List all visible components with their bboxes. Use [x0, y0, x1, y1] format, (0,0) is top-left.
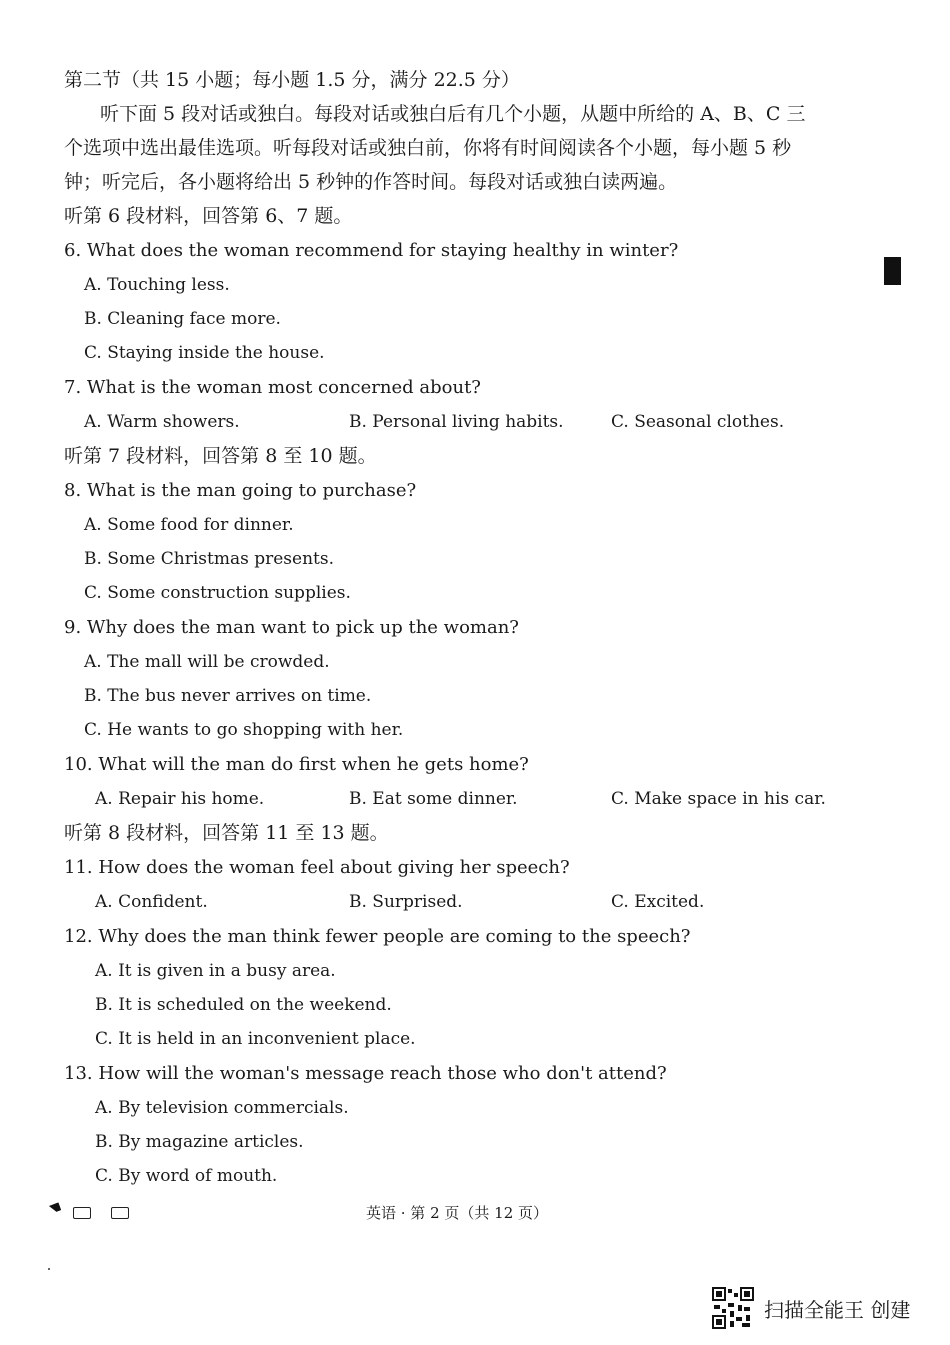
option-8a: A. Some food for dinner. [84, 515, 294, 535]
group-heading: 听第 6 段材料，回答第 6、7 题。 [64, 205, 353, 227]
option-9c: C. He wants to go shopping with her. [84, 720, 404, 740]
option-6b: B. Cleaning face more. [84, 309, 281, 329]
option-9b: B. The bus never arrives on time. [84, 686, 372, 706]
option-8c: C. Some construction supplies. [84, 583, 351, 603]
question-8: 8. What is the man going to purchase? [64, 480, 417, 501]
option-7c: C. Seasonal clothes. [611, 412, 785, 432]
option-10a: A. Repair his home. [95, 789, 265, 809]
group-heading: 听第 8 段材料，回答第 11 至 13 题。 [64, 822, 389, 844]
option-10c: C. Make space in his car. [611, 789, 826, 809]
option-6a: A. Touching less. [84, 275, 230, 295]
option-11a: A. Confident. [95, 892, 208, 912]
option-13c: C. By word of mouth. [95, 1166, 278, 1186]
option-9a: A. The mall will be crowded. [84, 652, 330, 672]
instruction-line-3: 钟；听完后，各小题将给出 5 秒钟的作答时间。每段对话或独白读两遍。 [64, 171, 678, 193]
option-13b: B. By magazine articles. [95, 1132, 304, 1152]
scan-speck [48, 1268, 50, 1270]
option-8b: B. Some Christmas presents. [84, 549, 334, 569]
option-11b: B. Surprised. [349, 892, 463, 912]
option-6c: C. Staying inside the house. [84, 343, 325, 363]
question-12: 12. Why does the man think fewer people are coming to the speech? [64, 926, 691, 947]
option-7b: B. Personal living habits. [349, 412, 564, 432]
group-heading: 听第 7 段材料，回答第 8 至 10 题。 [64, 445, 377, 467]
question-10: 10. What will the man do first when he gets home? [64, 754, 529, 775]
qr-code-icon [712, 1287, 754, 1329]
option-12c: C. It is held in an inconvenient place. [95, 1029, 416, 1049]
option-7a: A. Warm showers. [84, 412, 240, 432]
option-11c: C. Excited. [611, 892, 705, 912]
instruction-line-1: 听下面 5 段对话或独白。每段对话或独白后有几个小题，从题中所给的 A、B、C 三 [100, 103, 806, 125]
question-9: 9. Why does the man want to pick up the woman? [64, 617, 519, 638]
option-12a: A. It is given in a busy area. [95, 961, 336, 981]
option-10b: B. Eat some dinner. [349, 789, 518, 809]
question-11: 11. How does the woman feel about giving her speech? [64, 857, 570, 878]
answer-box-icon [111, 1207, 129, 1219]
question-13: 13. How will the woman's message reach those who don't attend? [64, 1063, 667, 1084]
question-6: 6. What does the woman recommend for staying healthy in winter? [64, 240, 679, 261]
answer-box-icon [73, 1207, 91, 1219]
option-13a: A. By television commercials. [95, 1098, 349, 1118]
watermark-text: 扫描全能王 创建 [764, 1298, 911, 1322]
corner-mark-icon [49, 1203, 61, 1214]
option-12b: B. It is scheduled on the weekend. [95, 995, 392, 1015]
instruction-line-2: 个选项中选出最佳选项。听每段对话或独白前，你将有时间阅读各个小题，每小题 5 秒 [64, 137, 792, 159]
section-header: 第二节（共 15 小题；每小题 1.5 分，满分 22.5 分） [64, 69, 520, 91]
margin-marker [884, 257, 901, 285]
page-number: 英语 · 第 2 页（共 12 页） [366, 1204, 549, 1222]
question-7: 7. What is the woman most concerned about? [64, 377, 481, 398]
